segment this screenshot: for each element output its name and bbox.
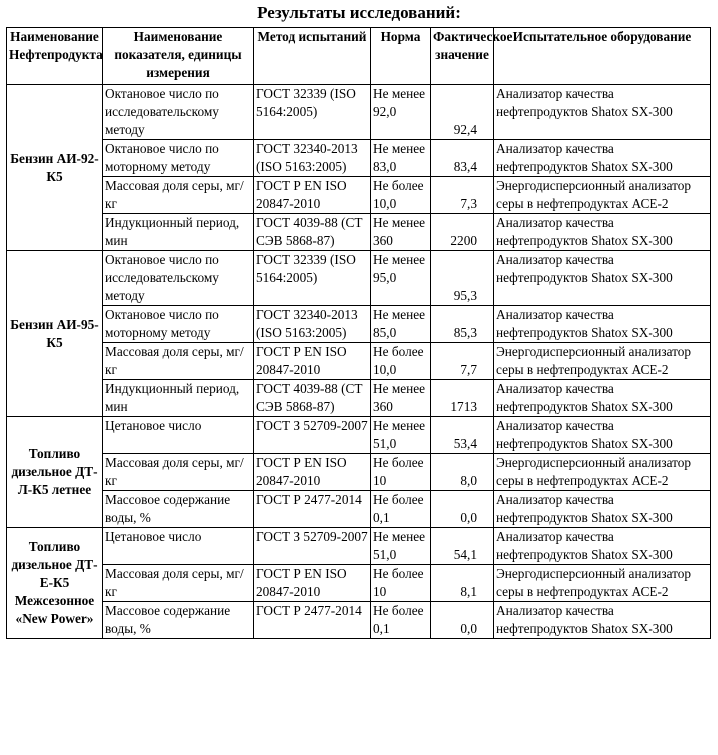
equipment-cell: Энергодисперсионный анализатор серы в нефтепродуктах АСЕ-2	[494, 454, 711, 491]
actual-value-cell: 7,7	[431, 343, 494, 380]
norm-cell: Не более 10,0	[371, 343, 431, 380]
column-header-norm: Норма	[371, 28, 431, 85]
indicator-cell: Массовое содержание воды, %	[103, 491, 254, 528]
equipment-cell: Энергодисперсионный анализатор серы в нефтепродуктах АСЕ-2	[494, 177, 711, 214]
norm-cell: Не более 10	[371, 454, 431, 491]
indicator-cell: Октановое число по моторному методу	[103, 306, 254, 343]
indicator-cell: Массовая доля серы, мг/кг	[103, 454, 254, 491]
equipment-cell: Анализатор качества нефтепродуктов Shatox SX-300	[494, 491, 711, 528]
column-header-product: Наименование Нефтепродукта	[7, 28, 103, 85]
page-title: Результаты исследований:	[257, 3, 461, 22]
actual-value-cell: 85,3	[431, 306, 494, 343]
actual-value-cell: 54,1	[431, 528, 494, 565]
actual-value-cell: 1713	[431, 380, 494, 417]
norm-cell: Не менее 51,0	[371, 528, 431, 565]
equipment-cell: Энергодисперсионный анализатор серы в нефтепродуктах АСЕ-2	[494, 343, 711, 380]
product-name-cell: Бензин АИ-95-К5	[7, 251, 103, 417]
actual-value-cell: 92,4	[431, 85, 494, 140]
method-cell: ГОСТ 32339 (ISO 5164:2005)	[254, 85, 371, 140]
table-row	[7, 306, 711, 343]
actual-value-cell: 83,4	[431, 140, 494, 177]
actual-value-cell: 53,4	[431, 417, 494, 454]
actual-value-cell: 0,0	[431, 602, 494, 639]
actual-value-cell: 0,0	[431, 491, 494, 528]
norm-cell: Не менее 360	[371, 380, 431, 417]
indicator-cell: Цетановое число	[103, 417, 254, 454]
equipment-cell: Анализатор качества нефтепродуктов Shatox SX-300	[494, 380, 711, 417]
method-cell: ГОСТ 32340-2013 (ISO 5163:2005)	[254, 306, 371, 343]
product-name-cell: Топливо дизельное ДТ-Е-К5 Межсезонное «New Power»	[7, 528, 103, 639]
table-row	[7, 177, 711, 214]
results-body	[7, 85, 711, 639]
method-cell: ГОСТ Р 2477-2014	[254, 491, 371, 528]
table-row	[7, 417, 711, 454]
table-row	[7, 491, 711, 528]
norm-cell: Не менее 95,0	[371, 251, 431, 306]
norm-cell: Не менее 92,0	[371, 85, 431, 140]
indicator-cell: Массовое содержание воды, %	[103, 602, 254, 639]
header-row	[7, 28, 711, 85]
method-cell: ГОСТ Р EN ISO 20847-2010	[254, 454, 371, 491]
norm-cell: Не менее 85,0	[371, 306, 431, 343]
table-row	[7, 380, 711, 417]
column-header-equipment: Испытательное оборудование	[494, 28, 711, 85]
actual-value-cell: 8,0	[431, 454, 494, 491]
table-row	[7, 343, 711, 380]
actual-value-cell: 7,3	[431, 177, 494, 214]
method-cell: ГОСТ Р EN ISO 20847-2010	[254, 177, 371, 214]
equipment-cell: Анализатор качества нефтепродуктов Shatox SX-300	[494, 214, 711, 251]
indicator-cell: Октановое число по исследовательскому методу	[103, 85, 254, 140]
norm-cell: Не более 0,1	[371, 491, 431, 528]
table-row	[7, 251, 711, 306]
equipment-cell: Анализатор качества нефтепродуктов Shatox SX-300	[494, 528, 711, 565]
actual-value-cell: 95,3	[431, 251, 494, 306]
method-cell: ГОСТ Р 2477-2014	[254, 602, 371, 639]
results-table	[6, 27, 711, 639]
method-cell: ГОСТ Р EN ISO 20847-2010	[254, 343, 371, 380]
norm-cell: Не более 0,1	[371, 602, 431, 639]
equipment-cell: Анализатор качества нефтепродуктов Shatox SX-300	[494, 140, 711, 177]
column-header-method: Метод испытаний	[254, 28, 371, 85]
actual-value-cell: 8,1	[431, 565, 494, 602]
indicator-cell: Октановое число по исследовательскому методу	[103, 251, 254, 306]
method-cell: ГОСТ 32339 (ISO 5164:2005)	[254, 251, 371, 306]
norm-cell: Не менее 83,0	[371, 140, 431, 177]
method-cell: ГОСТ 4039-88 (СТ СЭВ 5868-87)	[254, 380, 371, 417]
product-name-cell: Топливо дизельное ДТ-Л-К5 летнее	[7, 417, 103, 528]
norm-cell: Не менее 51,0	[371, 417, 431, 454]
norm-cell: Не более 10	[371, 565, 431, 602]
table-row	[7, 454, 711, 491]
table-row	[7, 140, 711, 177]
table-row	[7, 528, 711, 565]
indicator-cell: Массовая доля серы, мг/кг	[103, 565, 254, 602]
method-cell: ГОСТ 4039-88 (СТ СЭВ 5868-87)	[254, 214, 371, 251]
equipment-cell: Энергодисперсионный анализатор серы в нефтепродуктах АСЕ-2	[494, 565, 711, 602]
indicator-cell: Октановое число по моторному методу	[103, 140, 254, 177]
actual-value-cell: 2200	[431, 214, 494, 251]
equipment-cell: Анализатор качества нефтепродуктов Shatox SX-300	[494, 306, 711, 343]
indicator-cell: Индукционный период, мин	[103, 214, 254, 251]
indicator-cell: Массовая доля серы, мг/кг	[103, 177, 254, 214]
method-cell: ГОСТ Р EN ISO 20847-2010	[254, 565, 371, 602]
method-cell: ГОСТ З 52709-2007	[254, 528, 371, 565]
norm-cell: Не менее 360	[371, 214, 431, 251]
table-row	[7, 214, 711, 251]
table-row	[7, 565, 711, 602]
indicator-cell: Индукционный период, мин	[103, 380, 254, 417]
column-header-fact: Фактическое значение	[431, 28, 494, 85]
equipment-cell: Анализатор качества нефтепродуктов Shatox SX-300	[494, 602, 711, 639]
norm-cell: Не более 10,0	[371, 177, 431, 214]
column-header-indicator: Наименование показателя, единицы измерения	[103, 28, 254, 85]
method-cell: ГОСТ 32340-2013 (ISO 5163:2005)	[254, 140, 371, 177]
equipment-cell: Анализатор качества нефтепродуктов Shatox SX-300	[494, 251, 711, 306]
table-row	[7, 602, 711, 639]
method-cell: ГОСТ З 52709-2007	[254, 417, 371, 454]
equipment-cell: Анализатор качества нефтепродуктов Shatox SX-300	[494, 417, 711, 454]
equipment-cell: Анализатор качества нефтепродуктов Shatox SX-300	[494, 85, 711, 140]
product-name-cell: Бензин АИ-92-К5	[7, 85, 103, 251]
indicator-cell: Цетановое число	[103, 528, 254, 565]
table-row	[7, 85, 711, 140]
indicator-cell: Массовая доля серы, мг/кг	[103, 343, 254, 380]
